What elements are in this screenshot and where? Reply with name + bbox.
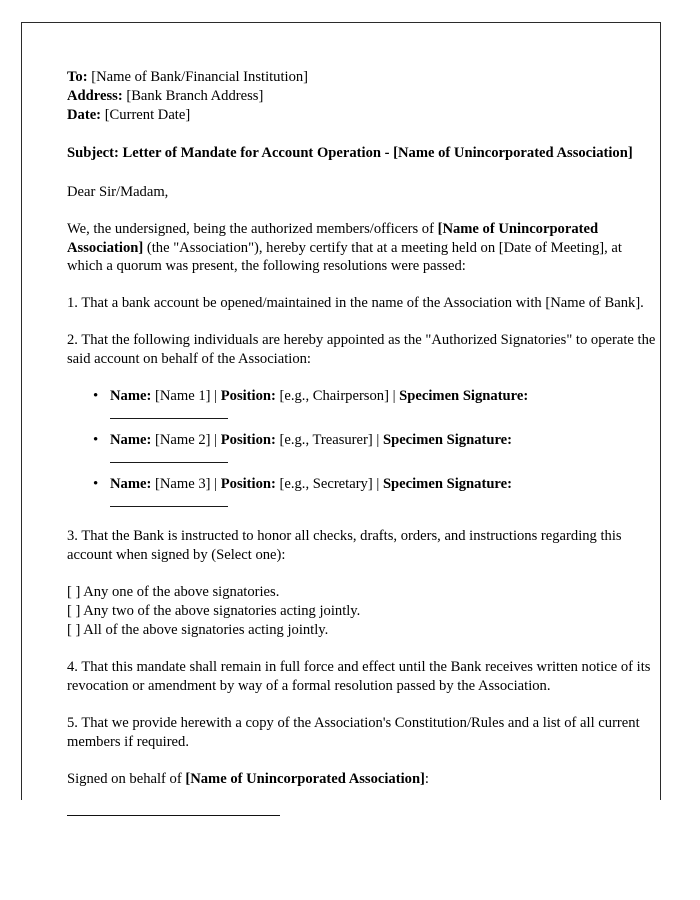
signatory-position-value: [e.g., Secretary] | (275, 476, 383, 493)
signature-line (110, 462, 228, 463)
signatory-position-value: [e.g., Treasurer] | (275, 432, 383, 449)
signatory-name-value: [Name 2] | (151, 432, 221, 449)
option-any-two[interactable]: [ ] Any two of the above signatories acting jointly. (67, 603, 361, 620)
resolution-1: 1. That a bank account be opened/maintained in the name of the Association with [Name of Bank]. (67, 295, 644, 312)
preamble-paragraph (67, 220, 657, 277)
signatory-name-value: [Name 1] | (151, 388, 221, 405)
signature-line (110, 506, 228, 507)
signatory-name-label: Name: (110, 432, 152, 449)
option-all[interactable]: [ ] All of the above signatories acting jointly. (67, 622, 329, 639)
list-item (67, 475, 657, 507)
to-value: [Name of Bank/Financial Institution] (87, 69, 309, 85)
closing-text-1: Signed on behalf of (67, 770, 186, 787)
signatory-name-label: Name: (110, 388, 152, 405)
preamble-text-1: We, the undersigned, being the authorized members/officers of (67, 220, 438, 237)
date-line (67, 106, 657, 125)
closing-line (67, 770, 657, 789)
to-line (67, 68, 657, 87)
option-any-one[interactable]: [ ] Any one of the above signatories. (67, 584, 280, 601)
signatory-position-label: Position: (220, 388, 276, 405)
date-value: [Current Date] (101, 106, 191, 123)
to-label: To: (67, 69, 88, 85)
signatory-position-value: [e.g., Chairperson] | (275, 388, 400, 405)
list-item (67, 431, 657, 463)
signing-options-block (67, 583, 657, 640)
date-label: Date: (67, 106, 102, 123)
resolution-5: 5. That we provide herewith a copy of the Association's Constitution/Rules and a list of all current members if required. (67, 715, 640, 751)
signatory-signature-label: Specimen Signature: (382, 432, 513, 449)
closing-text-2: : (424, 770, 429, 787)
salutation: Dear Sir/Madam, (67, 183, 169, 200)
final-signature-line (67, 815, 280, 816)
document-body (67, 68, 657, 816)
preamble-association-name: [Name of Unincorporated Association] (67, 220, 599, 256)
signatory-list (67, 387, 657, 507)
signature-line (110, 418, 228, 419)
closing-association-name: [Name of Unincorporated Association] (185, 770, 425, 787)
resolution-3: 3. That the Bank is instructed to honor all checks, drafts, orders, and instructions regarding this account when signed by (Select one): (67, 528, 622, 564)
list-item (67, 387, 657, 419)
address-value: [Bank Branch Address] (122, 87, 264, 104)
signatory-position-label: Position: (220, 476, 276, 493)
subject-line: Subject: Letter of Mandate for Account Operation - [Name of Unincorporated Association] (67, 144, 633, 161)
resolution-2: 2. That the following individuals are hereby appointed as the "Authorized Signatories" to operate the said account on behalf of the Association: (67, 332, 656, 368)
recipient-block (67, 68, 657, 125)
document-page (21, 22, 661, 800)
address-line (67, 87, 657, 106)
signatory-position-label: Position: (220, 432, 276, 449)
preamble-text-2: (the "Association"), hereby certify that at a meeting held on [Date of Meeting], at which a quorum was present, the following resolutions were passed: (67, 239, 622, 275)
signatory-signature-label: Specimen Signature: (399, 388, 529, 405)
signatory-signature-label: Specimen Signature: (382, 476, 512, 493)
resolution-4: 4. That this mandate shall remain in full force and effect until the Bank receives written notice of its revocation or amendment by way of a formal resolution passed by the Association. (67, 659, 651, 695)
signatory-name-label: Name: (110, 476, 152, 493)
address-label: Address: (67, 87, 123, 104)
signatory-name-value: [Name 3] | (151, 476, 221, 493)
